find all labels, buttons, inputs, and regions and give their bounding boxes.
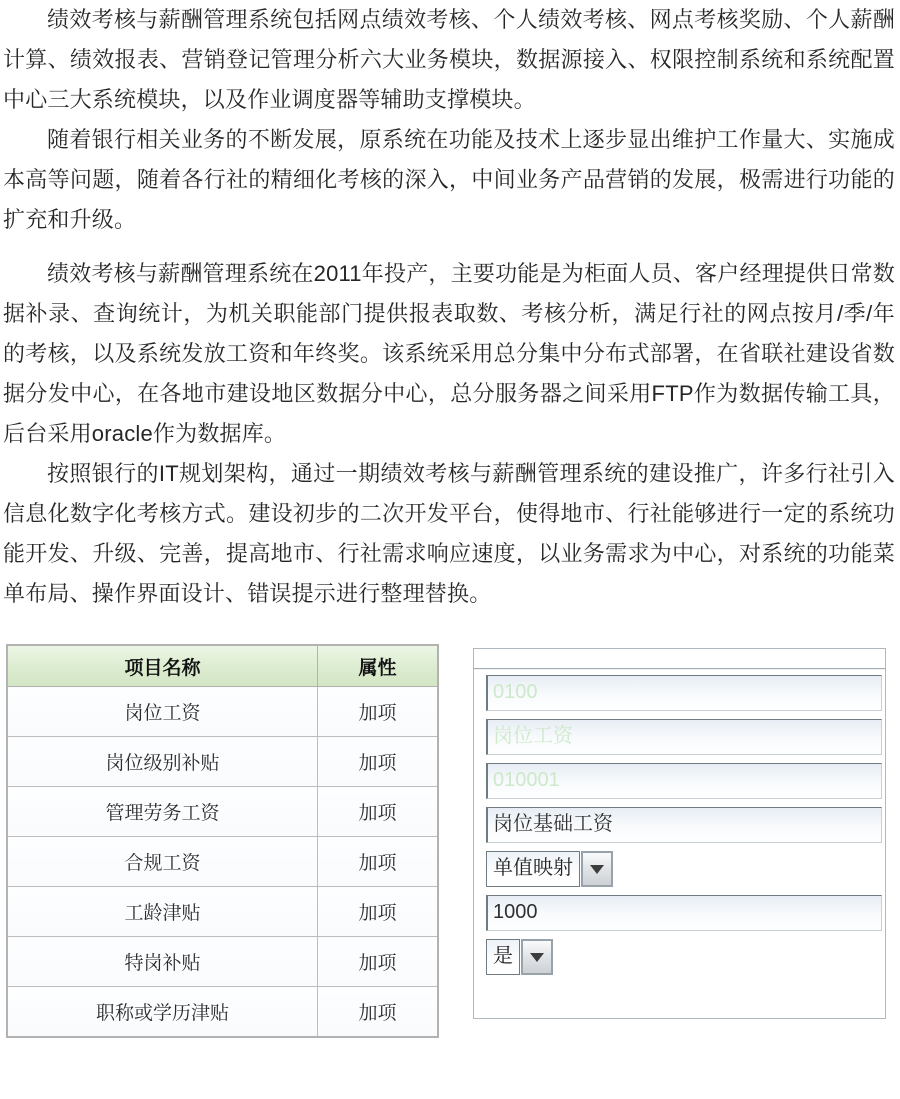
item-attr-cell: 加项: [318, 937, 439, 987]
item-edit-panel: [473, 648, 886, 1019]
item-name-cell: 合规工资: [7, 837, 318, 887]
paragraph: 绩效考核与薪酬管理系统包括网点绩效考核、个人绩效考核、网点考核奖励、个人薪酬计算、绩效报表、营销登记管理分析六大业务模块，数据源接入、权限控制系统和系统配置中心三大系统模块，以及作业调度器等辅助支撑模块。: [3, 7, 895, 112]
table-header-row: [7, 645, 438, 687]
chevron-down-glyph: [530, 953, 544, 962]
salary-items-table: [6, 644, 439, 1038]
amount-input[interactable]: 1000: [486, 895, 882, 931]
item-attr-cell: 加项: [318, 887, 439, 937]
item-attr-cell: 加项: [318, 787, 439, 837]
item-name-cell: 工龄津贴: [7, 887, 318, 937]
item-name-cell: 特岗补贴: [7, 937, 318, 987]
table-row: [7, 887, 438, 937]
paragraph: 按照银行的IT规划架构，通过一期绩效考核与薪酬管理系统的建设推广，许多行社引入信息化数字化考核方式。建设初步的二次开发平台，使得地市、行社能够进行一定的系统功能开发、升级、完善，提高地市、行社需求响应速度，以业务需求为中心，对系统的功能菜单布局、操作界面设计、错误提示进行整理替换。: [3, 461, 895, 606]
table-row: [7, 737, 438, 787]
item-name-cell: 管理劳务工资: [7, 787, 318, 837]
item-attr-cell: 加项: [318, 737, 439, 787]
table-row: [7, 937, 438, 987]
item-attr-cell: 加项: [318, 687, 439, 737]
table-row: [7, 787, 438, 837]
enabled-select[interactable]: [486, 939, 553, 975]
column-header-item-name: 项目名称: [7, 645, 318, 687]
table-row: [7, 837, 438, 887]
item-name-cell: 职称或学历津贴: [7, 987, 318, 1038]
column-header-attribute: 属性: [318, 645, 439, 687]
paragraph: 随着银行相关业务的不断发展，原系统在功能及技术上逐步显出维护工作量大、实施成本高等问题，随着各行社的精细化考核的深入，中间业务产品营销的发展，极需进行功能的扩充和升级。: [3, 127, 895, 232]
item-attr-cell: 加项: [318, 837, 439, 887]
table-row: [7, 987, 438, 1038]
chevron-down-glyph: [590, 865, 604, 874]
item-name-input: 岗位工资: [486, 719, 882, 755]
chevron-down-icon[interactable]: [521, 939, 553, 975]
chevron-down-icon[interactable]: [581, 851, 613, 887]
panel-header-divider: [474, 649, 885, 669]
item-subcode-input: 010001: [486, 763, 882, 799]
table-row: [7, 687, 438, 737]
item-code-input: 0100: [486, 675, 882, 711]
mapping-type-select[interactable]: [486, 851, 613, 887]
item-name-cell: 岗位级别补贴: [7, 737, 318, 787]
paragraph: 绩效考核与薪酬管理系统在2011年投产，主要功能是为柜面人员、客户经理提供日常数据补录、查询统计，为机关职能部门提供报表取数、考核分析，满足行社的网点按月/季/年的考核，以及系统发放工资和年终奖。该系统采用总分集中分布式部署，在省联社建设省数据分发中心，在各地市建设地区数据分中心，总分服务器之间采用FTP作为数据传输工具，后台采用oracle作为数据库。: [3, 261, 895, 446]
mapping-type-value: 单值映射: [486, 851, 580, 887]
item-title-input[interactable]: 岗位基础工资: [486, 807, 882, 843]
item-attr-cell: 加项: [318, 987, 439, 1038]
panel-body: [474, 669, 885, 983]
item-name-cell: 岗位工资: [7, 687, 318, 737]
enabled-value: 是: [486, 939, 520, 975]
